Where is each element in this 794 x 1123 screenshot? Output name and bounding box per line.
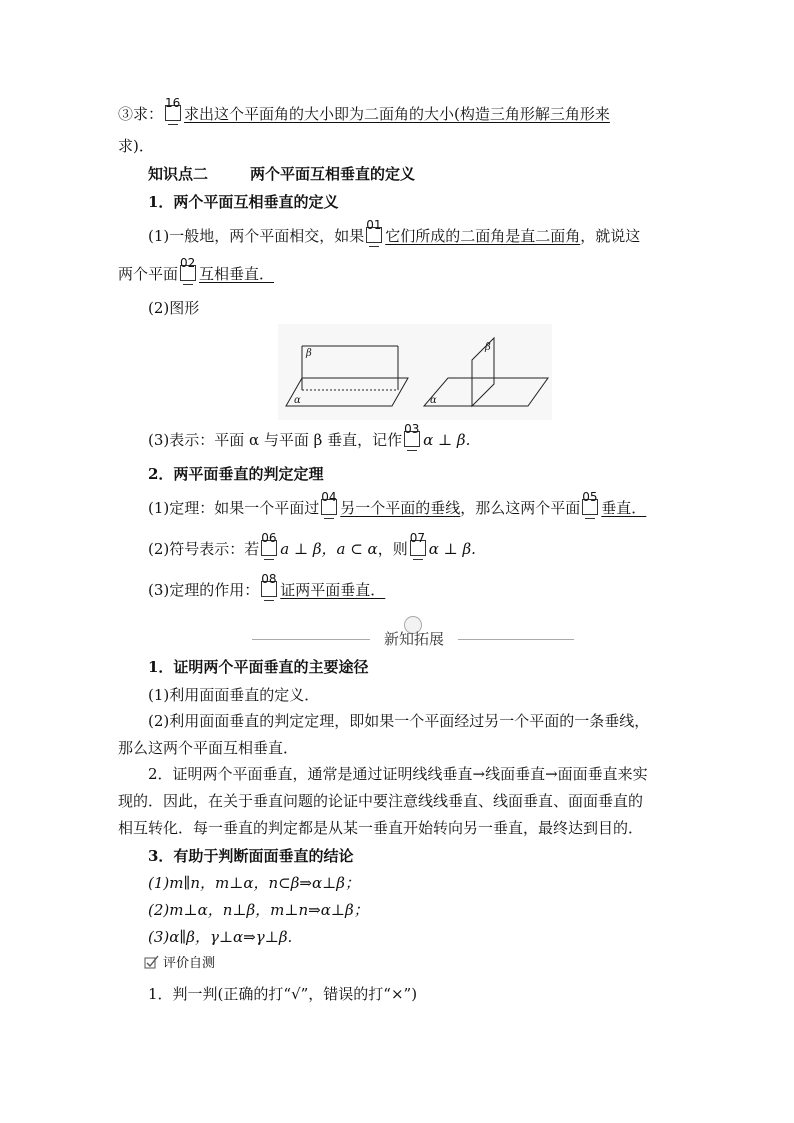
- d1b-answer: 互相垂直．: [199, 265, 275, 283]
- figure-perpendicular-planes: [278, 324, 552, 420]
- line-x1c: 那么这两个平面互相垂直．: [118, 739, 299, 757]
- kp2-title: 两个平面互相垂直的定义: [250, 165, 416, 183]
- section-banner: [252, 616, 574, 652]
- t2-expr-2: α ⊥ β.: [428, 540, 476, 558]
- line-t2: [148, 531, 684, 559]
- d3-prefix: (3)表示：平面 α 与平面 β 垂直，记作: [148, 431, 403, 449]
- alpha-label-2: α: [430, 395, 437, 406]
- t1-answer-2: 垂直．: [601, 499, 647, 517]
- line-t1: [148, 490, 684, 518]
- answer-box-03: [404, 422, 420, 447]
- t3-answer: 证两平面垂直．: [280, 581, 386, 599]
- line-x1b: (2)利用面面垂直的判定定理，即如果一个平面经过另一个平面的一条垂线，: [148, 712, 650, 730]
- line-c1: (1)m∥n，m⊥α，n⊂β⇒α⊥β；: [148, 874, 360, 892]
- t1-prefix: (1)定理：如果一个平面过: [148, 499, 320, 517]
- knowledge-point-2: [148, 164, 684, 184]
- answer-box-01: [366, 218, 382, 243]
- planes-diagram: [278, 324, 552, 420]
- t2-mid: ，则: [377, 540, 408, 558]
- answer-box-02: [180, 256, 196, 281]
- evaluation-label: 评价自测: [163, 956, 216, 971]
- t1-mid: ，那么这两个平面: [460, 499, 581, 517]
- answer-box-04: [321, 490, 337, 515]
- answer-number: 08: [261, 572, 277, 586]
- d1b-prefix: 两个平面: [118, 265, 179, 283]
- p1-text: 求出这个平面角的大小即为二面角的大小(构造三角形解三角形来: [184, 105, 610, 123]
- line-x1a: (1)利用面面垂直的定义．: [148, 686, 320, 704]
- answer-box-05: [582, 490, 598, 515]
- plane-alpha-left: [286, 378, 408, 406]
- banner-title: 新知拓展: [383, 630, 444, 648]
- banner-rule-left: [252, 639, 370, 640]
- d1-suffix: ，就说这: [580, 227, 641, 245]
- line-c2: (2)m⊥α，n⊥β，m⊥n⇒α⊥β；: [148, 901, 369, 919]
- answer-number: 03: [404, 422, 420, 436]
- answer-number: 06: [261, 531, 277, 545]
- extension-1-title: 1．证明两个平面垂直的主要途径: [148, 658, 369, 676]
- answer-box-08: [261, 572, 277, 597]
- line-d2: (2)图形: [148, 299, 200, 317]
- line-x2a: 2．证明两个平面垂直，通常是通过证明线线垂直→线面垂直→面面垂直来实: [148, 765, 648, 783]
- answer-number: 16: [165, 96, 181, 110]
- t3-prefix: (3)定理的作用：: [148, 581, 260, 599]
- kp2-label: 知识点二: [148, 165, 209, 183]
- alpha-label-1: α: [294, 395, 301, 406]
- banner-rule-right: [458, 639, 574, 640]
- extension-3-title: 3．有助于判断面面垂直的结论: [148, 847, 354, 865]
- evaluation-heading: [144, 954, 684, 974]
- answer-number: 05: [582, 490, 598, 504]
- line-d3: [148, 422, 684, 450]
- d1-answer: 它们所成的二面角是直二面角: [385, 227, 581, 245]
- section-2-title: 2．两平面垂直的判定定理: [148, 465, 324, 483]
- answer-box-16: [165, 96, 181, 121]
- line-d1b: [118, 256, 684, 284]
- section-1-title: 1．两个平面互相垂直的定义: [148, 193, 339, 211]
- line-d1: [148, 218, 684, 246]
- answer-number: 01: [366, 218, 382, 232]
- t2-prefix: (2)符号表示：若: [148, 540, 260, 558]
- check-pencil-icon: [144, 955, 160, 969]
- answer-number: 02: [180, 256, 196, 270]
- answer-number: 04: [321, 490, 337, 504]
- d1-prefix: (1)一般地，两个平面相交，如果: [148, 227, 365, 245]
- answer-box-07: [409, 531, 426, 556]
- line-p1b: 求)．: [118, 137, 154, 155]
- p1-prefix: ③求：: [118, 105, 164, 123]
- beta-label-1: β: [306, 348, 312, 359]
- line-c3: (3)α∥β，γ⊥α⇒γ⊥β.: [148, 928, 293, 946]
- line-x2b: 现的．因此，在关于垂直问题的论证中要注意线线垂直、线面垂直、面面垂直的: [118, 792, 644, 810]
- t1-answer-1: 另一个平面的垂线: [340, 499, 461, 517]
- d3-expr: α ⊥ β.: [423, 431, 471, 449]
- t2-expr-1: a ⊥ β，a ⊂ α: [280, 540, 378, 558]
- answer-number: 07: [409, 531, 425, 545]
- line-p1: [118, 96, 684, 124]
- question-1: 1．判一判(正确的打“√”，错误的打“×”): [148, 985, 418, 1003]
- line-t3: [148, 572, 684, 600]
- line-x2c: 相互转化．每一垂直的判定都是从某一垂直开始转向另一垂直，最终达到目的．: [118, 819, 644, 837]
- beta-label-2: β: [485, 342, 491, 353]
- answer-box-06: [261, 531, 277, 556]
